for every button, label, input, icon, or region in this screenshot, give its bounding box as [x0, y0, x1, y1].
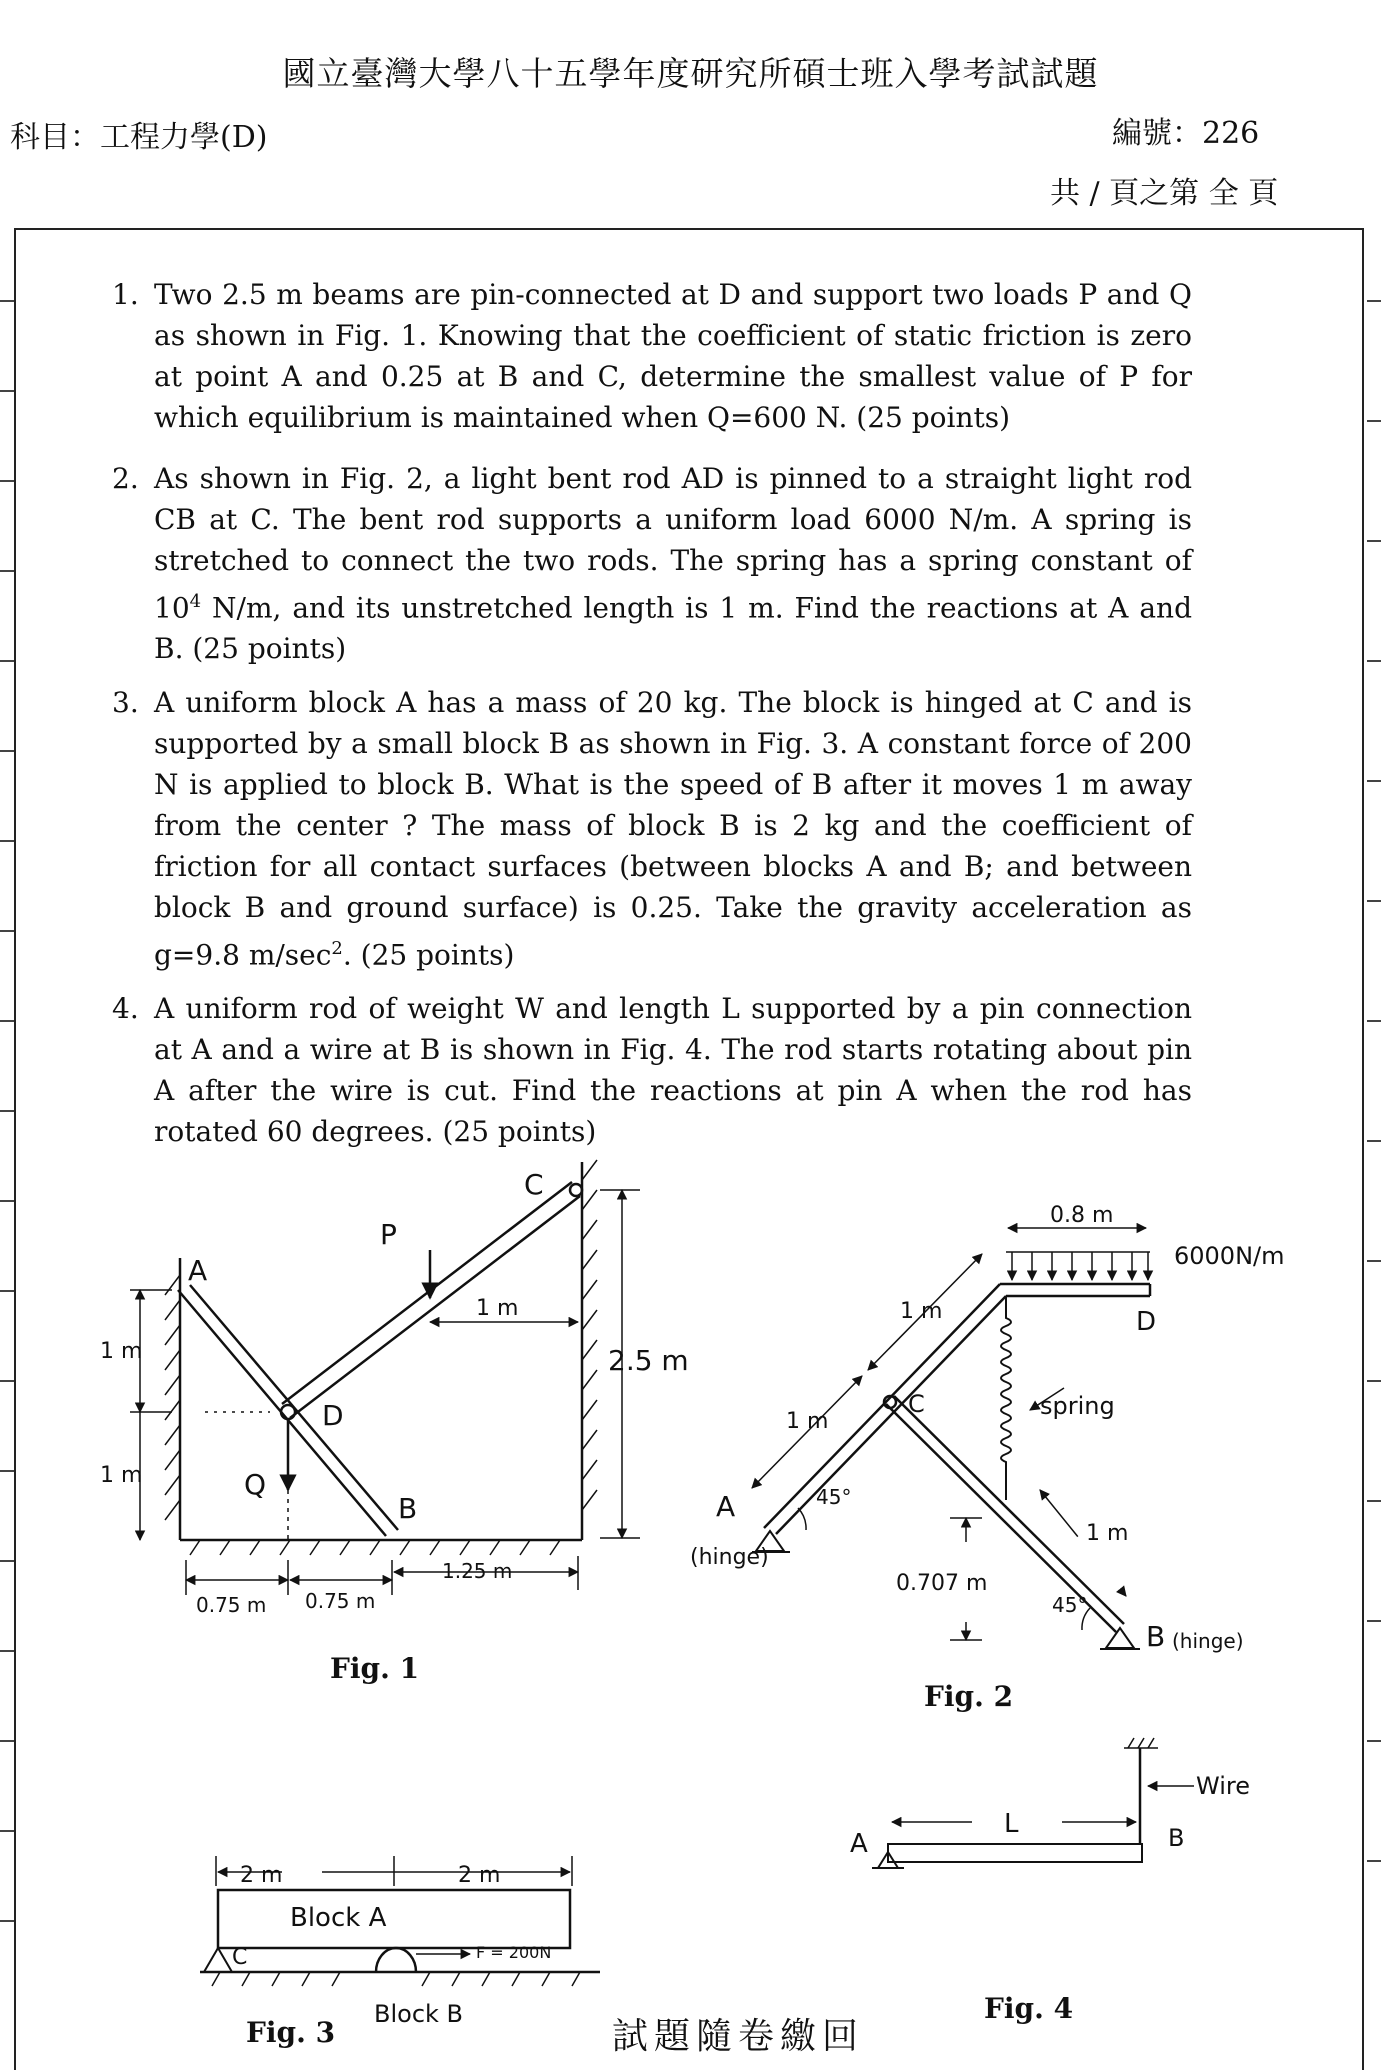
rod: [888, 1844, 1142, 1862]
dim-label: 1.25 m: [442, 1559, 513, 1583]
superscript: 4: [189, 591, 202, 612]
figure-3: [200, 1856, 600, 2028]
label-b: B: [1168, 1824, 1185, 1852]
question-number: 2.: [112, 462, 139, 495]
label-p: P: [380, 1218, 397, 1251]
question-text-part: A uniform block A has a mass of 20 kg. The block is hinged at C and is supported by a small block B as shown in Fig. 3. A constant force of 200 N is applied to block B. What is the speed of B after it moves 1 m away from the center ? The mass of block B is 2 kg and the coefficient of friction for all contact surfaces (between blocks A and B; and between block B and ground surface) is 0.25. Take the gravity acceleration as g=9.8 m/sec: [154, 686, 1192, 972]
page-count: 共 / 頁之第 全 頁: [1050, 176, 1279, 211]
label-d: D: [322, 1399, 344, 1432]
label-b: B: [398, 1492, 418, 1525]
label-l: L: [1004, 1809, 1019, 1839]
label-c: C: [908, 1390, 925, 1418]
question-text: A uniform rod of weight W and length L supported by a pin connection at A and a wire at B is shown in Fig. 4. The rod starts rotating about pin A after the wire is cut. Find the reactions at pin A when the rod has rotated 60 degrees. (25 points): [154, 992, 1192, 1148]
label-a: A: [188, 1254, 208, 1287]
ground-hatch: [190, 1540, 560, 1555]
label-c: C: [232, 1945, 248, 1970]
label-b: B: [1146, 1620, 1166, 1653]
hinge-note-b: (hinge): [1172, 1629, 1244, 1653]
block-a: [218, 1890, 570, 1948]
block-b-label: Block B: [374, 2000, 464, 2028]
dim-label: 1 m: [786, 1409, 829, 1434]
figure-2: [690, 1203, 1285, 1653]
dim-label: 2.5 m: [608, 1344, 689, 1377]
pin-c: [570, 1184, 582, 1196]
hinge-c: [204, 1948, 232, 1972]
block-a-label: Block A: [290, 1903, 387, 1933]
question-text-part: . (25 points): [342, 938, 515, 972]
wire-label: Wire: [1196, 1772, 1250, 1800]
fig4-caption: Fig. 4: [984, 1992, 1074, 2025]
wall-hatch: [582, 1160, 597, 1510]
pin-d: [281, 1405, 295, 1419]
angle-label: 45°: [1052, 1593, 1088, 1617]
label-a: A: [716, 1490, 736, 1523]
ceiling-hatch: [1128, 1738, 1154, 1748]
dim-label: 1 m: [900, 1299, 943, 1324]
span-label: 0.8 m: [1050, 1203, 1114, 1228]
fig2-caption: Fig. 2: [924, 1680, 1014, 1713]
dim-label: 2 m: [458, 1863, 501, 1888]
hinge-b: [1106, 1628, 1134, 1648]
question-number: 1.: [112, 278, 139, 311]
dim-label: 0.75 m: [305, 1589, 376, 1613]
fig1-caption: Fig. 1: [330, 1652, 420, 1685]
dim-label: 1 m: [1086, 1521, 1129, 1546]
beam-dc: [290, 1196, 580, 1418]
figure-1: [100, 1160, 689, 1617]
force-label: F = 200N: [476, 1943, 552, 1962]
question-text-part: As shown in Fig. 2, a light bent rod AD is pinned to a straight light rod CB at C. The bent rod supports a uniform load 6000 N/m. A spring is stretched to connect the two rods. The spring has a spring constant of 10: [154, 462, 1192, 625]
hinge-note-a: (hinge): [690, 1545, 769, 1570]
spring-label: spring: [1040, 1392, 1115, 1420]
dim-label: 1 m: [476, 1296, 519, 1321]
label-c: C: [524, 1168, 544, 1201]
question-number: 3.: [112, 686, 139, 719]
beam-dc: [282, 1182, 572, 1404]
wall-hatch: [165, 1275, 180, 1520]
spring: [1001, 1296, 1011, 1500]
fig3-caption: Fig. 3: [246, 2016, 336, 2049]
superscript: 2: [331, 938, 343, 959]
dim-label: 0.75 m: [196, 1593, 267, 1617]
label-d: D: [1136, 1307, 1157, 1337]
question-text-part: N/m, and its unstretched length is 1 m. Find the reactions at A and B. (25 points): [154, 591, 1192, 666]
exam-code: 編號：226: [1112, 116, 1260, 151]
subject-line: 科目：工程力學(D): [10, 120, 268, 155]
height-label: 0.707 m: [896, 1571, 988, 1596]
question-number: 4.: [112, 992, 139, 1025]
label-a: A: [850, 1829, 868, 1859]
figure-4: [850, 1738, 1250, 1868]
footer-note: 試題隨卷繳回: [612, 2016, 865, 2057]
dim-label: 1 m: [100, 1463, 143, 1488]
dim-label: 2 m: [240, 1863, 283, 1888]
label-q: Q: [244, 1468, 267, 1501]
question-text: Two 2.5 m beams are pin-connected at D and support two loads P and Q as shown in Fig. 1. Knowing that the coefficient of static friction is zero at point A and 0.25 at B and C, determine the smallest value of P for which equilibrium is maintained when Q=600 N. (25 points): [154, 278, 1192, 434]
block-b: [376, 1948, 416, 1972]
dim-label: 1 m: [100, 1339, 143, 1364]
load-label: 6000N/m: [1174, 1242, 1285, 1270]
distributed-load-arrows: [1012, 1252, 1148, 1280]
ground-hatch: [212, 1972, 580, 1986]
angle-label: 45°: [816, 1485, 852, 1509]
rod-ad: [764, 1284, 1000, 1528]
exam-title: 國立臺灣大學八十五學年度研究所碩士班入學考試試題: [282, 54, 1099, 93]
